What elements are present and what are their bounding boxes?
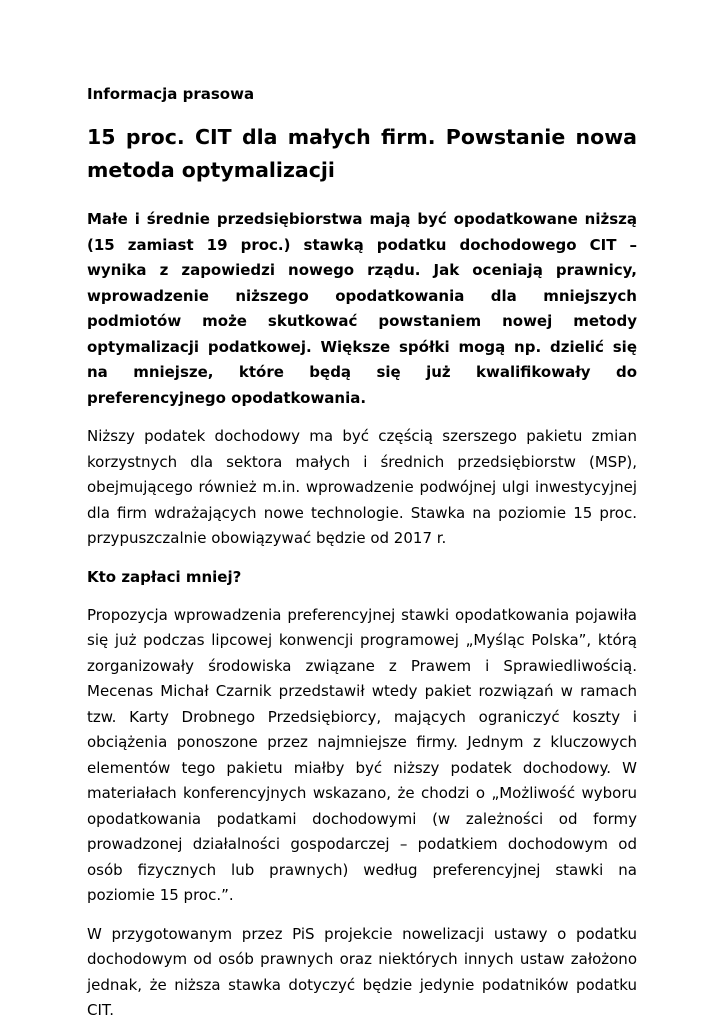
section-heading: Kto zapłaci mniej? [87, 567, 242, 586]
lead-paragraph: Małe i średnie przedsiębiorstwa mają być opodatkowane niższą (15 zamiast 19 proc.) stawką podatku dochodowego CIT – wynika z zapowiedzi nowego rządu. Jak oceniają prawnicy, wprowadzenie niższego opodatkowania dla mniejszych podmiotów może skutkować powstaniem nowej metody optymalizacji podatkowej. Większe spółki mogą np. dzielić się na mniejsze, które będą się już kwalifikowały do preferencyjnego opodatkowania. [87, 210, 637, 407]
body-paragraph-2: Propozycja wprowadzenia preferencyjnej stawki opodatkowania pojawiła się już podczas lipcowej konwencji programowej „Myśląc Polska”, którą zorganizowały środowiska związane z Prawem i Sprawiedliwością. Mecenas Michał Czarnik przedstawił wtedy pakiet rozwiązań w ramach tzw. Karty Drobnego Przedsiębiorcy, mających ograniczyć koszty i obciążenia ponoszone przez najmniejsze firmy. Jednym z kluczowych elementów tego pakietu miałby być niższy podatek dochodowy. W materiałach konferencyjnych wskazano, że chodzi o „Możliwość wyboru opodatkowania podatkami dochodowymi (w zależności od formy prowadzonej działalności gospodarczej – podatkiem dochodowym od osób fizycznych lub prawnych) według preferencyjnej stawki na poziomie 15 proc.”. [87, 605, 637, 904]
page-title: 15 proc. CIT dla małych firm. Powstanie nowa metoda optymalizacji [87, 125, 637, 182]
body-paragraph-1: Niższy podatek dochodowy ma być częścią szerszego pakietu zmian korzystnych dla sektora małych i średnich przedsiębiorstw (MSP), obejmującego również m.in. wprowadzenie podwójnej ulgi inwestycyjnej dla firm wdrażających nowe technologie. Stawka na poziomie 15 proc. przypuszczalnie obowiązywać będzie od 2017 r. [87, 427, 637, 547]
document-label: Informacja prasowa [87, 85, 255, 103]
body-paragraph-3: W przygotowanym przez PiS projekcie nowelizacji ustawy o podatku dochodowym od osób prawnych oraz niektórych innych ustaw założono jednak, że niższa stawka dotyczyć będzie jedynie podatników podatku CIT. [87, 924, 637, 1019]
